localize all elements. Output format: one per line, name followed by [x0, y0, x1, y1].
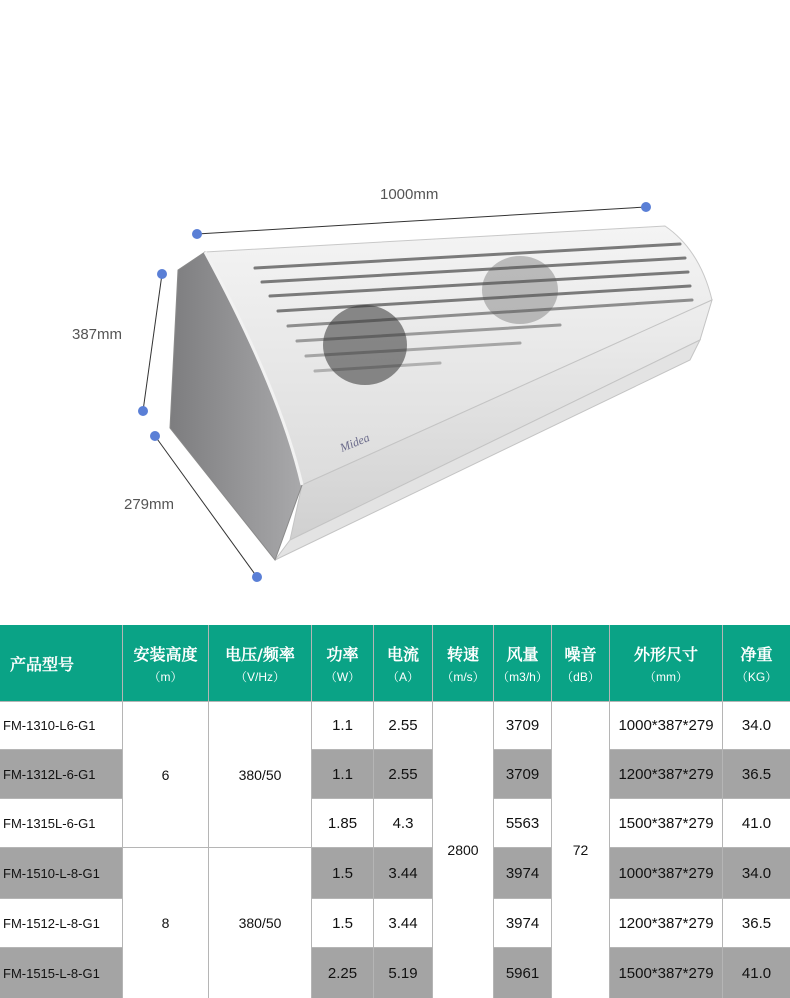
row-divider — [0, 947, 122, 948]
row3-size: 1500*387*279 — [610, 799, 722, 847]
row-divider — [311, 798, 433, 799]
header-voltage — [209, 625, 311, 701]
header-unit: （KG） — [735, 669, 778, 684]
row-divider — [311, 749, 433, 750]
row5-airflow: 3974 — [494, 899, 551, 947]
row3-model: FM-1315L-6-G1 — [0, 799, 122, 847]
column-divider — [432, 625, 433, 998]
header-title: 转速 — [446, 644, 479, 664]
row-divider — [493, 947, 551, 948]
column-divider — [609, 625, 610, 998]
row6-power: 2.25 — [312, 948, 373, 998]
row3-weight: 41.0 — [723, 799, 790, 847]
row6-current: 5.19 — [374, 948, 432, 998]
row-divider — [609, 749, 790, 750]
header-title: 电压/频率 — [225, 644, 295, 664]
voltage-group2: 380/50 — [209, 848, 311, 998]
row4-airflow: 3974 — [494, 848, 551, 898]
column-divider — [373, 625, 374, 998]
row4-weight: 34.0 — [723, 848, 790, 898]
row3-airflow: 5563 — [494, 799, 551, 847]
header-noise — [552, 625, 609, 701]
length-label: 1000mm — [380, 186, 439, 203]
row6-weight: 41.0 — [723, 948, 790, 998]
column-divider — [722, 625, 723, 998]
row6-model: FM-1515-L-8-G1 — [0, 948, 122, 998]
row3-power: 1.85 — [312, 799, 373, 847]
header-unit: （mm） — [644, 669, 688, 684]
row-divider — [493, 898, 551, 899]
speed-cell: 2800 — [433, 702, 493, 998]
header-title: 外形尺寸 — [633, 644, 698, 664]
row-divider — [0, 898, 122, 899]
column-divider — [311, 625, 312, 998]
install-height-group2: 8 — [123, 848, 208, 998]
row4-power: 1.5 — [312, 848, 373, 898]
row-divider — [0, 749, 122, 750]
column-divider — [493, 625, 494, 998]
row-divider — [609, 798, 790, 799]
header-model — [0, 625, 122, 701]
row1-airflow: 3709 — [494, 702, 551, 749]
row2-size: 1200*387*279 — [610, 750, 722, 798]
row5-size: 1200*387*279 — [610, 899, 722, 947]
header-title: 电流 — [386, 644, 419, 664]
header-unit: （A） — [386, 669, 419, 684]
row2-current: 2.55 — [374, 750, 432, 798]
row-divider — [0, 798, 122, 799]
row4-current: 3.44 — [374, 848, 432, 898]
header-weight — [723, 625, 790, 701]
header-unit: （V/Hz） — [234, 669, 285, 684]
header-size — [610, 625, 722, 701]
row1-model: FM-1310-L6-G1 — [0, 702, 122, 749]
row4-size: 1000*387*279 — [610, 848, 722, 898]
row1-power: 1.1 — [312, 702, 373, 749]
header-title: 产品型号 — [10, 654, 75, 674]
row-divider — [609, 947, 790, 948]
row-divider — [493, 749, 551, 750]
row-divider — [493, 798, 551, 799]
row5-power: 1.5 — [312, 899, 373, 947]
header-unit: （m3/h） — [497, 669, 548, 684]
row-divider — [0, 847, 433, 848]
row3-current: 4.3 — [374, 799, 432, 847]
header-title: 安装高度 — [133, 644, 198, 664]
spec-table — [0, 625, 790, 998]
install-height-group1: 6 — [123, 702, 208, 847]
row1-size: 1000*387*279 — [610, 702, 722, 749]
row-divider — [609, 898, 790, 899]
row4-model: FM-1510-L-8-G1 — [0, 848, 122, 898]
row2-power: 1.1 — [312, 750, 373, 798]
row-divider — [609, 847, 790, 848]
header-speed — [433, 625, 493, 701]
column-divider — [122, 625, 123, 998]
header-current — [374, 625, 432, 701]
header-power — [312, 625, 373, 701]
header-title: 净重 — [740, 644, 773, 664]
header-unit: （W） — [324, 669, 361, 684]
column-divider — [551, 625, 552, 998]
row1-weight: 34.0 — [723, 702, 790, 749]
header-unit: （dB） — [561, 669, 600, 684]
row-divider — [493, 847, 551, 848]
depth-label: 279mm — [124, 496, 175, 513]
row-divider — [311, 898, 433, 899]
column-divider — [208, 625, 209, 998]
height-label: 387mm — [72, 326, 123, 343]
row2-model: FM-1312L-6-G1 — [0, 750, 122, 798]
row-divider — [311, 947, 433, 948]
header-unit: （m/s） — [441, 669, 485, 684]
voltage-group1: 380/50 — [209, 702, 311, 847]
header-title: 风量 — [506, 644, 539, 664]
row5-model: FM-1512-L-8-G1 — [0, 899, 122, 947]
header-install-height — [123, 625, 208, 701]
row5-weight: 36.5 — [723, 899, 790, 947]
svg-text:Midea: Midea — [337, 430, 372, 455]
row2-weight: 36.5 — [723, 750, 790, 798]
row6-size: 1500*387*279 — [610, 948, 722, 998]
header-airflow — [494, 625, 551, 701]
header-title: 功率 — [326, 644, 359, 664]
row5-current: 3.44 — [374, 899, 432, 947]
noise-cell: 72 — [552, 702, 609, 998]
row1-current: 2.55 — [374, 702, 432, 749]
header-title: 噪音 — [564, 644, 597, 664]
row6-airflow: 5961 — [494, 948, 551, 998]
row-divider — [0, 701, 790, 702]
header-unit: （m） — [148, 669, 183, 684]
row2-airflow: 3709 — [494, 750, 551, 798]
